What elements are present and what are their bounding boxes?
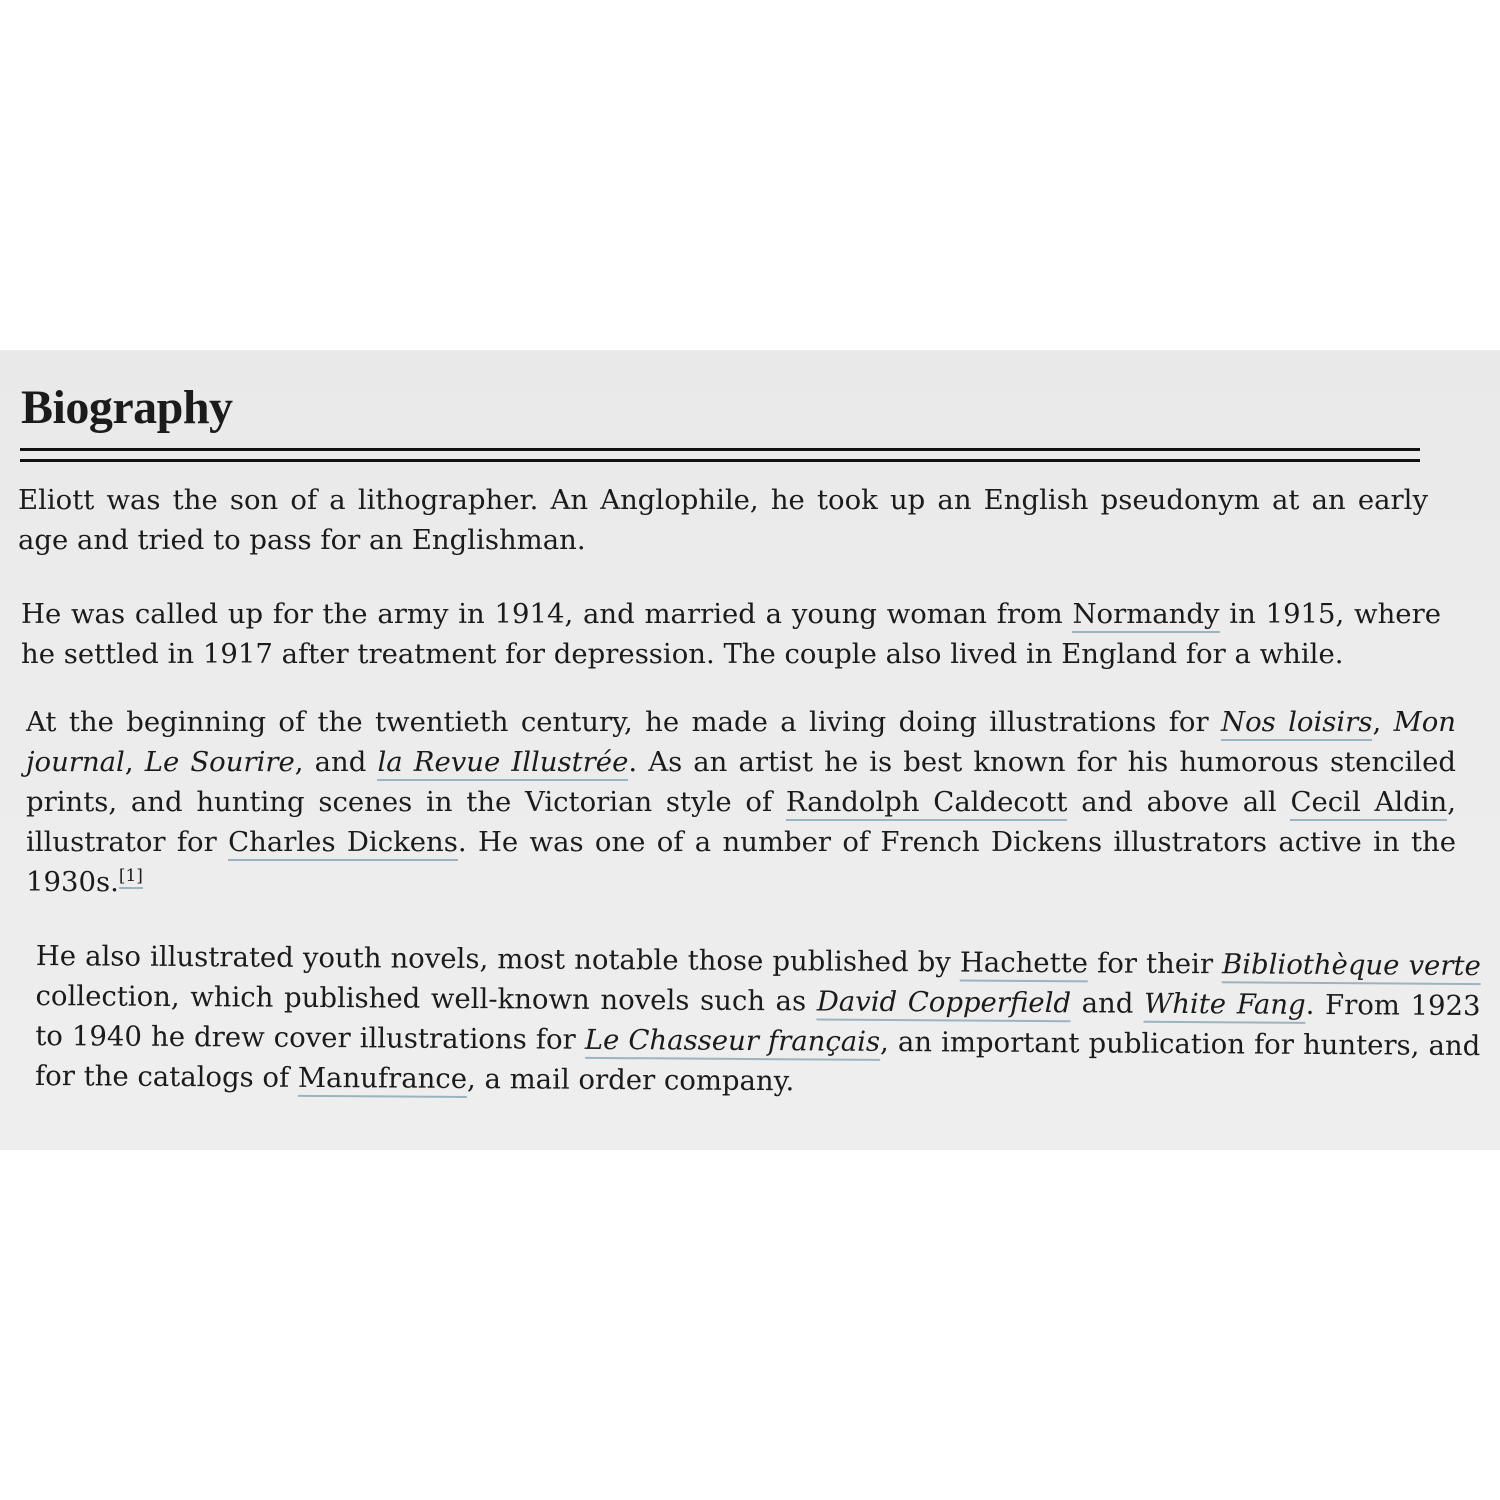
link-white-fang[interactable]: White Fang [1144,988,1306,1024]
paragraph-1 [18,480,1428,560]
photographed-page [0,350,1500,1150]
le-sourire-title: Le Sourire [144,746,295,778]
p3-text-6: and above all [1067,786,1291,818]
p3-text-3: , [124,746,145,778]
paragraph-2 [21,594,1441,674]
mon-journal-title: Mon journal [26,706,1457,778]
p3-text-4: , and [294,746,378,778]
p4-text-3: collection, which published well-known novels such as [35,979,817,1018]
reference-1[interactable]: [1] [119,866,143,889]
p4-text-7: , a mail order company. [466,1063,795,1098]
p4-text-5: . From 1923 to 1940 he drew cover illustrations for [35,988,1481,1056]
p3-text-2: , [1372,706,1394,738]
section-heading: Biography [21,381,233,434]
p3-text-1: At the beginning of the twentieth century, he made a living doing illustrations for [26,706,1221,738]
p4-text-6: , an important publication for hunters, and for the catalogs of [34,1025,1481,1094]
paragraph-1-text: Eliott was the son of a lithographer. An Anglophile, he took up an English pseudonym at an early age and tried to pass for an Englishman. [18,484,1428,556]
link-normandy[interactable]: Normandy [1072,598,1219,633]
heading-rule-bottom [20,459,1420,462]
p2-text-2: in 1915, where he settled in 1917 after treatment for depression. The couple also lived in England for a while. [21,598,1441,670]
p4-text-2: for their [1087,947,1223,981]
link-charles-dickens[interactable]: Charles Dickens [228,826,458,861]
link-nos-loisirs[interactable]: Nos loisirs [1221,706,1372,741]
paragraph-3 [26,702,1456,902]
p3-text-8: . He was one of a number of French Dickens illustrators active in the 1930s. [26,826,1457,898]
p3-text-7: , illustrator for [26,786,1456,858]
p3-text-5: . As an artist he is best known for his humorous stenciled prints, and hunting scenes in the Victorian style of [26,746,1457,818]
link-randolph-caldecott[interactable]: Randolph Caldecott [786,786,1068,821]
link-david-copperfield[interactable]: David Copperfield [817,985,1072,1022]
article-section [18,378,1481,1098]
link-bibliotheque-verte[interactable]: Bibliothèque verte [1222,948,1481,985]
p4-text-4: and [1070,987,1145,1020]
link-hachette[interactable]: Hachette [960,946,1088,982]
link-manufrance[interactable]: Manufrance [298,1062,467,1098]
paragraph-4 [35,936,1481,1106]
link-le-chasseur-francais[interactable]: Le Chasseur français [585,1024,881,1061]
p4-text-1: He also illustrated youth novels, most notable those published by [35,939,960,979]
link-cecil-aldin[interactable]: Cecil Aldin [1290,786,1447,821]
link-la-revue-illustree[interactable]: la Revue Illustrée [377,746,628,781]
heading-rule-top [20,448,1420,451]
p2-text-1: He was called up for the army in 1914, and married a young woman from [21,598,1073,630]
